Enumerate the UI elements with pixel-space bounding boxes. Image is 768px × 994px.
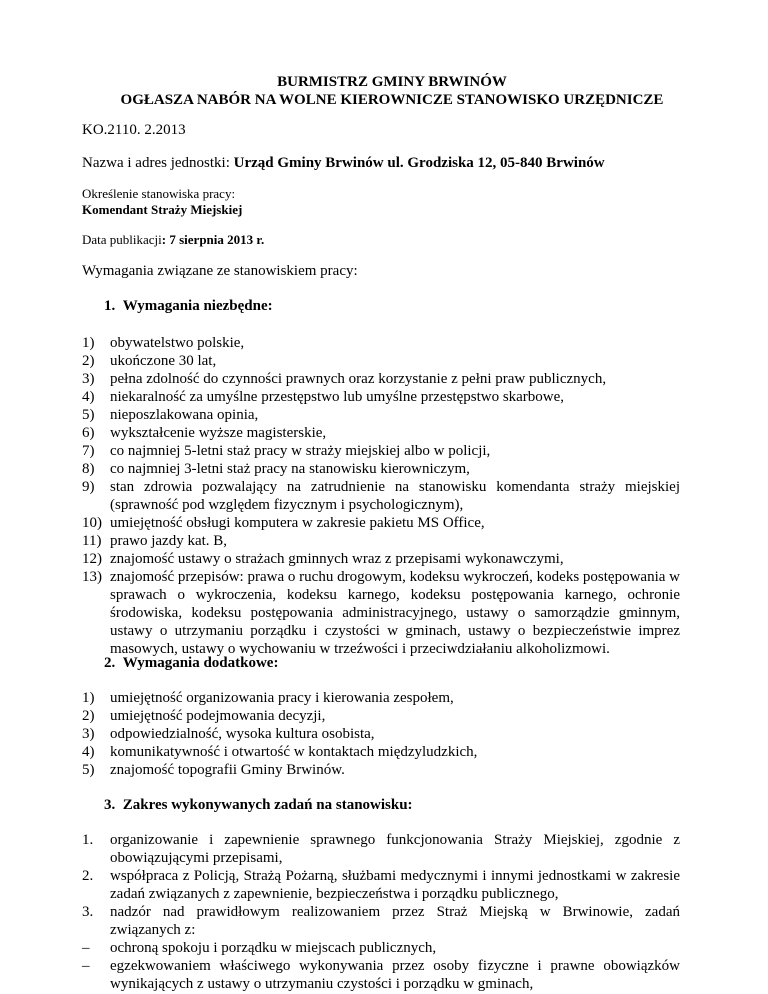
item-number: 10) <box>82 515 102 531</box>
item-text: komunikatywność i otwartość w kontaktach międzyludzkich, <box>110 744 478 760</box>
item-number: 2) <box>82 353 95 369</box>
item-text: współpraca z Policją, Strażą Pożarną, służbami medycznymi i innymi jednostkami w zakresie zadań związanych z zapewnienie, bezpieczeństwa i porządku publicznego, <box>110 868 680 902</box>
reference-number: KO.2110. 2.2013 <box>82 122 186 138</box>
item-text: znajomość ustawy o strażach gminnych wraz z przepisami wykonawczymi, <box>110 551 564 567</box>
item-number: 8) <box>82 461 95 477</box>
unit-label: Nazwa i adres jednostki: <box>82 155 234 171</box>
item-text: co najmniej 3-letni staż pracy na stanowisku kierowniczym, <box>110 461 470 477</box>
item-number: 3. <box>82 904 94 920</box>
unit-line <box>82 154 605 172</box>
item-text: prawo jazdy kat. B, <box>110 533 228 549</box>
section-3-number: 3. <box>104 797 116 813</box>
publication-label: Data publikacji <box>82 232 162 247</box>
header-line-2: OGŁASZA NABÓR NA WOLNE KIEROWNICZE STANOWISKO URZĘDNICZE <box>120 92 664 108</box>
item-text: nadzór nad prawidłowym realizowaniem przez Straż Miejską w Brwinowie, zadań związanych z: <box>110 904 680 938</box>
section-3-title: Zakres wykonywanych zadań na stanowisku: <box>122 797 413 813</box>
item-number: 3) <box>82 726 95 742</box>
dash-bullet: – <box>82 958 90 974</box>
position-value: Komendant Straży Miejskiej <box>82 202 243 217</box>
item-text: ukończone 30 lat, <box>110 353 217 369</box>
item-text: organizowanie i zapewnienie sprawnego funkcjonowania Straży Miejskiej, zgodnie z obowiązującymi przepisami, <box>110 832 680 866</box>
item-number: 4) <box>82 389 95 405</box>
item-number: 1. <box>82 832 94 848</box>
item-text: umiejętność obsługi komputera w zakresie pakietu MS Office, <box>110 515 485 531</box>
item-number: 6) <box>82 425 95 441</box>
position-label: Określenie stanowiska pracy: <box>82 186 236 201</box>
section-1-heading <box>104 297 273 315</box>
item-text: nieposzlakowana opinia, <box>110 407 259 423</box>
item-number: 2) <box>82 708 95 724</box>
item-text: ochroną spokoju i porządku w miejscach publicznych, <box>110 940 437 956</box>
item-text: umiejętność organizowania pracy i kierowania zespołem, <box>110 690 454 706</box>
item-number: 5) <box>82 762 95 778</box>
item-number: 9) <box>82 479 95 495</box>
section-1-number: 1. <box>104 298 116 314</box>
item-text: obywatelstwo polskie, <box>110 335 245 351</box>
section-2-title: Wymagania dodatkowe: <box>122 655 279 671</box>
item-text: niekaralność za umyślne przestępstwo lub umyślne przestępstwo skarbowe, <box>110 389 565 405</box>
publication-line <box>82 232 264 248</box>
publication-value: : 7 sierpnia 2013 r. <box>161 232 265 247</box>
item-text: egzekwowaniem właściwego wykonywania przez osoby fizyczne i prawne obowiązków wynikających z ustawy o utrzymaniu czystości i porządku w gminach, <box>110 958 680 992</box>
item-text: co najmniej 5-letni staż pracy w straży miejskiej albo w policji, <box>110 443 491 459</box>
section-2-heading <box>104 654 278 672</box>
item-number: 1) <box>82 690 95 706</box>
item-number: 1) <box>82 335 95 351</box>
item-number: 3) <box>82 371 95 387</box>
item-text: pełna zdolność do czynności prawnych oraz korzystanie z pełni praw publicznych, <box>110 371 607 387</box>
item-text: umiejętność podejmowania decyzji, <box>110 708 326 724</box>
item-text: odpowiedzialność, wysoka kultura osobista, <box>110 726 375 742</box>
dash-bullet: – <box>82 940 90 956</box>
item-text: znajomość przepisów: prawa o ruchu drogowym, kodeksu wykroczeń, kodeks postępowania w sprawach o wykroczenia, kodeksu karnego, kodeksu postępowania karnego, ochronie środowiska, kodeksu postępowania administracyjnego, ustawy o samorządzie gminnym, ustawy o utrzymaniu porządku i czystości w gminach, ustawy o bezpieczeństwie imprez masowych, ustawy o wychowaniu w trzeźwości i przeciwdziałaniu alkoholizmowi. <box>110 569 680 657</box>
item-number: 7) <box>82 443 95 459</box>
item-text: znajomość topografii Gminy Brwinów. <box>110 762 345 778</box>
item-number: 11) <box>82 533 102 549</box>
requirements-intro: Wymagania związane ze stanowiskiem pracy: <box>82 263 358 279</box>
section-2-number: 2. <box>104 655 116 671</box>
item-text: stan zdrowia pozwalający na zatrudnienie na stanowisku komendanta straży miejskiej (sprawność pod względem fizycznym i psychologicznym), <box>110 479 680 513</box>
item-number: 4) <box>82 744 95 760</box>
section-3-heading <box>104 796 413 814</box>
unit-value: Urząd Gminy Brwinów ul. Grodziska 12, 05-840 Brwinów <box>233 155 605 171</box>
item-number: 5) <box>82 407 95 423</box>
header-line-1: BURMISTRZ GMINY BRWINÓW <box>277 74 507 90</box>
item-number: 12) <box>82 551 102 567</box>
section-1-title: Wymagania niezbędne: <box>122 298 273 314</box>
item-text: wykształcenie wyższe magisterskie, <box>110 425 327 441</box>
item-number: 13) <box>82 569 102 585</box>
item-number: 2. <box>82 868 94 884</box>
